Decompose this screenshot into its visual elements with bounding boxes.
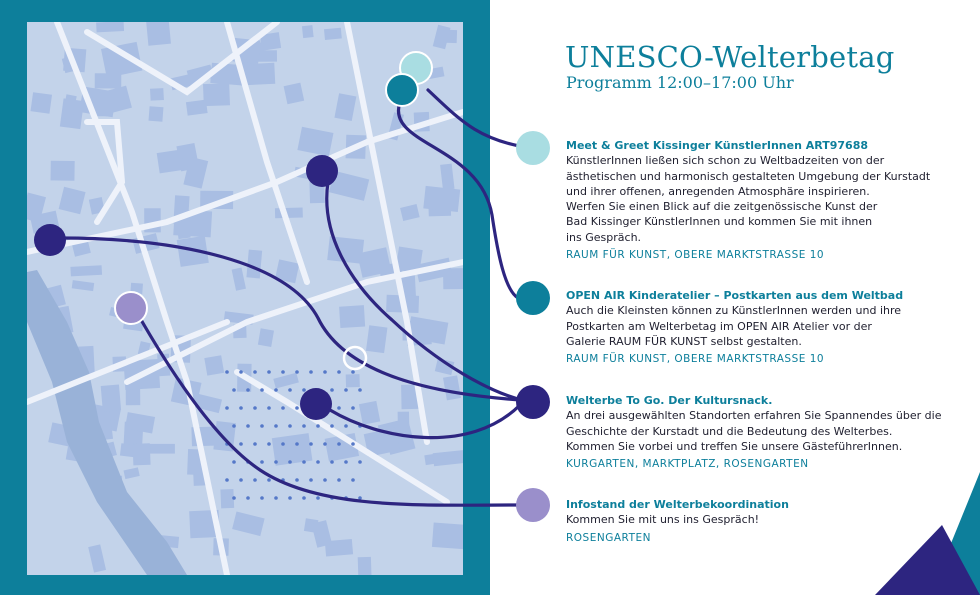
map-building	[70, 265, 102, 276]
park-dot	[302, 496, 306, 500]
park-dot	[323, 406, 327, 410]
map-building	[275, 208, 303, 219]
park-dot	[330, 388, 334, 392]
map-building	[443, 375, 461, 400]
map-building	[51, 161, 75, 181]
map-building	[147, 444, 175, 454]
park-dot	[232, 388, 236, 392]
map-building	[204, 355, 224, 375]
map-building	[177, 236, 209, 267]
park-dot	[281, 370, 285, 374]
map-building	[440, 164, 454, 190]
event-title: Welterbe To Go. Der Kultursnack.	[566, 394, 773, 407]
park-dot	[316, 388, 320, 392]
map-building	[435, 358, 455, 375]
event-kultursnack	[566, 393, 966, 472]
event-marker-meet-greet-icon	[516, 131, 550, 165]
park-dot	[239, 442, 243, 446]
map-building	[232, 268, 246, 291]
park-dot	[309, 406, 313, 410]
event-marker-infostand-icon	[516, 488, 550, 522]
park-dot	[253, 406, 257, 410]
park-dot	[239, 370, 243, 374]
park-dot	[337, 478, 341, 482]
park-dot	[344, 424, 348, 428]
park-dot	[246, 460, 250, 464]
map-building	[275, 259, 299, 283]
park-dot	[337, 406, 341, 410]
map-building	[329, 171, 369, 201]
park-dot	[267, 442, 271, 446]
park-dot	[232, 460, 236, 464]
event-description: Auch die Kleinsten können zu KünstlerInnen werden und ihre Postkarten am Welterbetag im OPEN AIR Atelier vor der Galerie RAUM FÜR KUNST selbst gestalten.	[566, 304, 902, 348]
park-dot	[309, 478, 313, 482]
map-building	[346, 374, 360, 387]
park-dot	[344, 460, 348, 464]
park-dot	[225, 370, 229, 374]
map-building	[284, 83, 305, 105]
map-building	[88, 544, 106, 572]
map-building	[246, 250, 262, 279]
park-dot	[302, 460, 306, 464]
map-building	[59, 187, 86, 214]
map-building	[297, 127, 333, 156]
park-dot	[337, 370, 341, 374]
park-dot	[274, 496, 278, 500]
map-building	[31, 92, 53, 114]
event-title: OPEN AIR Kinderatelier – Postkarten aus dem Weltbad	[566, 289, 904, 302]
event-marker-kinderatelier-icon	[516, 281, 550, 315]
map-building	[302, 25, 314, 38]
map-building	[339, 305, 365, 328]
map-building	[433, 25, 451, 49]
event-marker-kultursnack-icon	[516, 385, 550, 419]
park-dot	[274, 388, 278, 392]
park-dot	[281, 406, 285, 410]
park-dot	[358, 424, 362, 428]
park-dot	[246, 496, 250, 500]
park-dot	[302, 424, 306, 428]
park-dot	[323, 442, 327, 446]
park-dot	[260, 496, 264, 500]
park-dot	[260, 460, 264, 464]
event-location: RAUM FÜR KUNST, OBERE MARKTSTRASSE 10	[566, 353, 825, 366]
park-dot	[260, 388, 264, 392]
park-dot	[288, 460, 292, 464]
park-dot	[295, 370, 299, 374]
map-building	[423, 186, 460, 212]
event-location: ROSENGARTEN	[566, 531, 651, 544]
map-building	[327, 236, 364, 264]
park-dot	[225, 406, 229, 410]
park-dot	[316, 496, 320, 500]
park-dot	[358, 496, 362, 500]
park-dot	[295, 406, 299, 410]
map-building	[358, 557, 372, 575]
map-building	[258, 328, 274, 347]
park-dot	[316, 424, 320, 428]
map-building	[123, 317, 144, 331]
map-building	[157, 149, 184, 173]
event-location: KURGARTEN, MARKTPLATZ, ROSENGARTEN	[566, 458, 809, 471]
map-building	[124, 467, 140, 479]
map-building	[149, 106, 164, 122]
page-title: UNESCO-Welterbetag	[565, 40, 895, 74]
event-title: Infostand der Welterbekoordination	[566, 498, 789, 511]
map-building	[311, 520, 332, 548]
map-building	[433, 450, 463, 467]
map-building	[232, 512, 265, 537]
park-dot	[351, 442, 355, 446]
park-dot	[225, 478, 229, 482]
event-description: Kommen Sie mit uns ins Gespräch!	[566, 513, 760, 527]
park-dot	[351, 370, 355, 374]
park-dot	[330, 424, 334, 428]
park-dot	[225, 442, 229, 446]
park-dot	[281, 442, 285, 446]
park-dot	[267, 370, 271, 374]
map-building	[400, 204, 420, 221]
park-dot	[232, 424, 236, 428]
event-title: Meet & Greet Kissinger KünstlerInnen ART97688	[566, 139, 869, 152]
map-building	[203, 83, 230, 106]
park-dot	[267, 478, 271, 482]
park-dot	[274, 460, 278, 464]
park-dot	[288, 424, 292, 428]
map-building	[72, 280, 95, 291]
park-dot	[281, 478, 285, 482]
park-dot	[309, 370, 313, 374]
park-dot	[260, 424, 264, 428]
park-dot	[239, 478, 243, 482]
park-dot	[274, 424, 278, 428]
map-building	[130, 283, 143, 295]
map-building	[95, 73, 122, 88]
map-building	[109, 307, 129, 320]
park-dot	[316, 460, 320, 464]
map-building	[96, 22, 124, 32]
park-dot	[344, 388, 348, 392]
park-dot	[330, 496, 334, 500]
park-dot	[253, 370, 257, 374]
park-dot	[246, 388, 250, 392]
park-dot	[344, 496, 348, 500]
event-infostand	[566, 497, 966, 546]
map-building	[324, 28, 342, 40]
city-map[interactable]	[27, 22, 463, 575]
park-dot	[295, 478, 299, 482]
map-building	[101, 384, 121, 411]
park-dot	[330, 460, 334, 464]
park-dot	[337, 442, 341, 446]
map-building	[432, 523, 463, 550]
map-building	[150, 88, 164, 101]
park-dot	[323, 478, 327, 482]
event-description: An drei ausgewählten Standorten erfahren Sie Spannendes über die Geschichte der Kurstadt und die Bedeutung des Welterbes. Kommen Sie vorbei und treffen Sie unsere GästeführerInnen.	[566, 409, 942, 453]
park-dot	[323, 370, 327, 374]
park-dot	[302, 388, 306, 392]
park-dot	[351, 478, 355, 482]
park-dot	[253, 478, 257, 482]
map-building	[334, 93, 356, 121]
map-building	[366, 325, 388, 353]
park-dot	[246, 424, 250, 428]
map-building	[423, 67, 444, 80]
park-dot	[288, 496, 292, 500]
map-building	[273, 373, 299, 389]
park-dot	[351, 406, 355, 410]
park-dot	[288, 388, 292, 392]
map-building	[220, 489, 234, 508]
event-meet-greet	[566, 138, 966, 263]
park-dot	[358, 388, 362, 392]
park-dot	[358, 460, 362, 464]
event-kinderatelier	[566, 288, 966, 367]
park-dot	[295, 442, 299, 446]
park-dot	[253, 442, 257, 446]
park-dot	[232, 496, 236, 500]
map-building	[359, 401, 380, 425]
map-building	[146, 22, 171, 46]
event-location: RAUM FÜR KUNST, OBERE MARKTSTRASSE 10	[566, 249, 825, 262]
page-subtitle: Programm 12:00–17:00 Uhr	[566, 73, 794, 92]
park-dot	[309, 442, 313, 446]
park-dot	[239, 406, 243, 410]
park-dot	[267, 406, 271, 410]
map-building	[272, 433, 313, 466]
event-description: KünstlerInnen ließen sich schon zu Weltbadzeiten von der ästhetischen und harmonisch gestalteten Umgebung der Kurstadt und ihrer offenen, anregenden Atmosphäre inspirieren. Werfen Sie einen Blick auf die zeitgenössische Kunst der Bad Kissinger KünstlerInnen und kommen Sie mit ihnen ins Gespräch.	[566, 154, 931, 244]
